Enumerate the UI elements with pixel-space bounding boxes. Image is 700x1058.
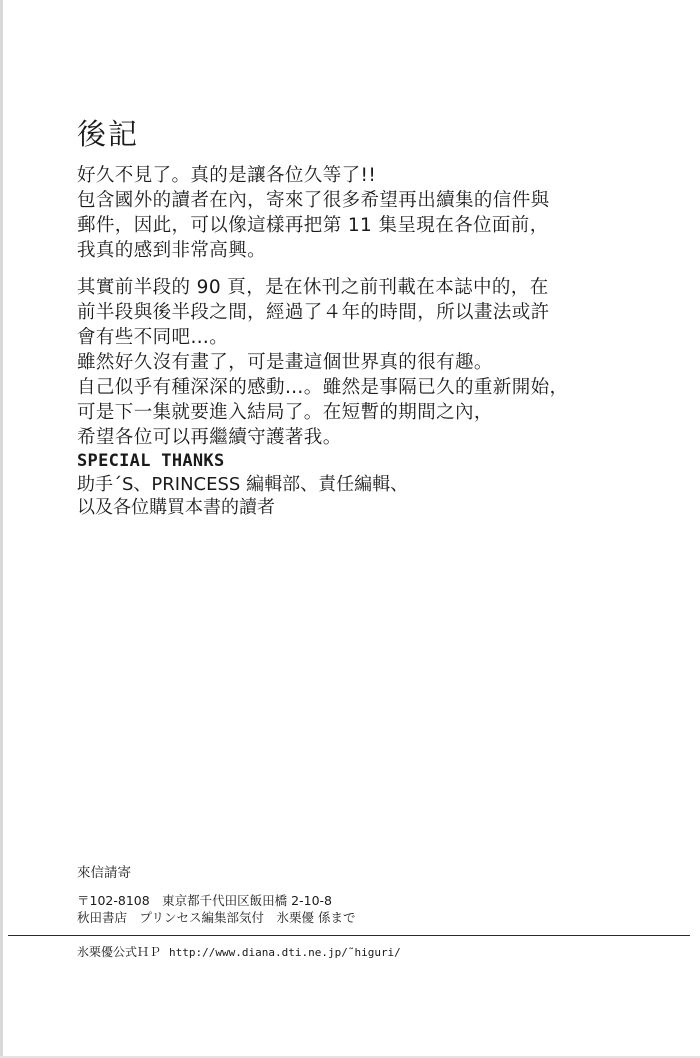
footer-divider: [8, 935, 690, 936]
mail-address-heading: 來信請寄: [77, 865, 131, 881]
page-title: 後記: [77, 117, 140, 151]
mail-address: [77, 892, 355, 926]
paragraph-line: 雖然好久沒有畫了，可是畫這個世界真的很有趣。: [77, 352, 493, 373]
special-thanks-list: [77, 473, 408, 519]
paragraph-line: 我真的感到非常高興。: [77, 240, 267, 261]
page-left-edge: [0, 0, 3, 1058]
paragraph-line: 郵件，因此，可以像這樣再把第 11 集呈現在各位面前，: [77, 215, 549, 236]
paragraph-line: 好久不見了。真的是讓各位久等了!!: [77, 165, 377, 186]
homepage-url[interactable]: http://www.diana.dti.ne.jp/˜higuri/: [169, 946, 401, 959]
address-line: 〒102-8108 東京都千代田区飯田橋 2-10-8: [77, 893, 332, 908]
paragraph-line: 會有些不同吧…。: [77, 327, 229, 348]
footer: [77, 943, 401, 960]
paragraph-line: 希望各位可以再繼續守護著我。: [77, 427, 342, 448]
paragraph-line: 包含國外的讀者在內，寄來了很多希望再出續集的信件與: [77, 190, 550, 211]
address-line: 秋田書店 プリンセス編集部気付 氷栗優 係まで: [77, 910, 356, 925]
special-thanks-heading: SPECIAL THANKS: [77, 451, 225, 471]
greeting-paragraph: [77, 163, 550, 263]
paragraph-line: 其實前半段的 90 頁，是在休刊之前刊載在本誌中的，在: [77, 277, 549, 298]
thanks-line: 助手´S、PRINCESS 編輯部、責任編輯、: [77, 474, 409, 495]
thanks-line: 以及各位購買本書的讀者: [77, 497, 275, 518]
homepage-label: 氷栗優公式ＨＰ: [77, 945, 162, 959]
paragraph-line: 可是下一集就要進入結局了。在短暫的期間之內，: [77, 402, 493, 423]
paragraph-line: 自己似乎有種深深的感動…。雖然是事隔已久的重新開始，: [77, 377, 569, 398]
paragraph-line: 前半段與後半段之間，經過了４年的時間，所以畫法或許: [77, 302, 550, 323]
story-paragraph: [77, 275, 568, 450]
